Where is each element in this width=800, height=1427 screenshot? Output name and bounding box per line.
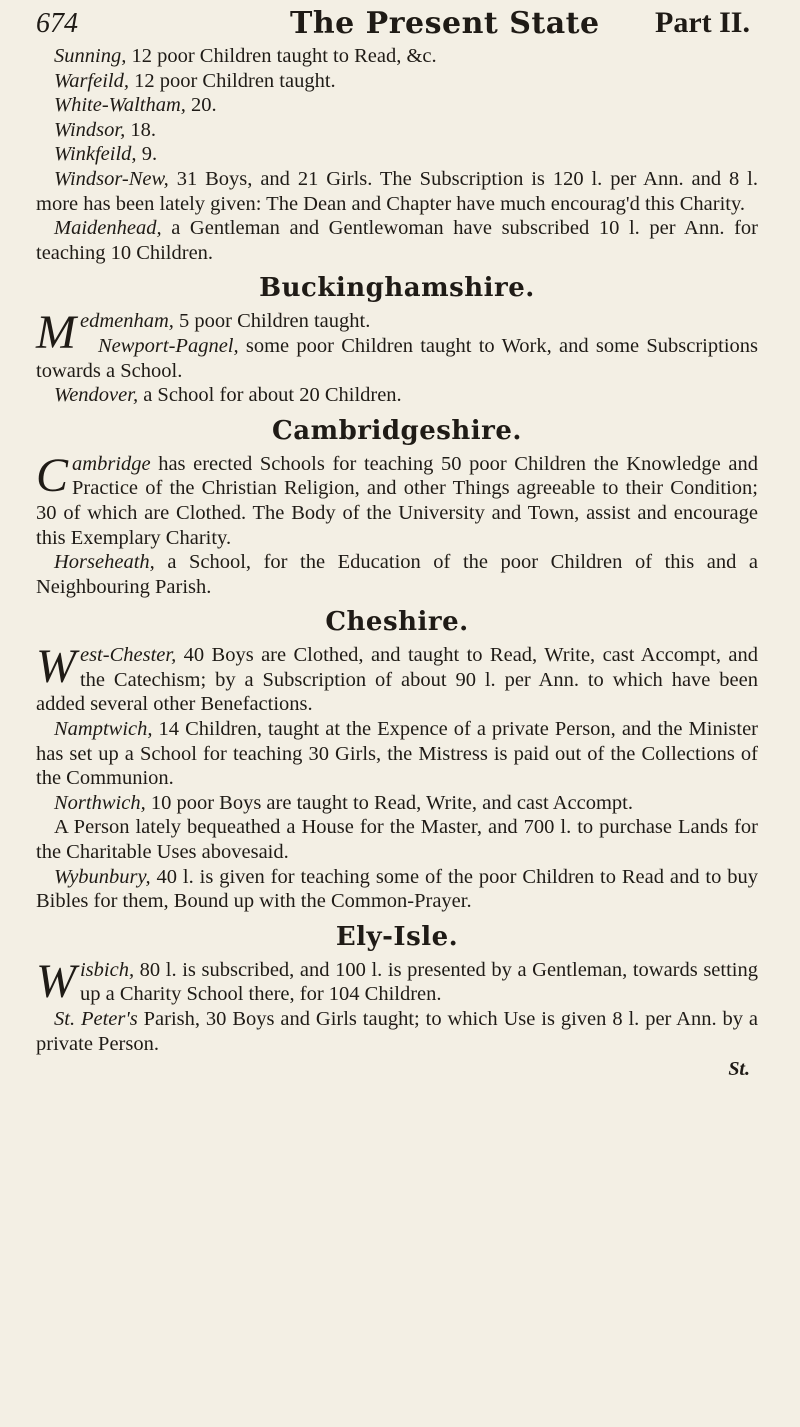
school-entry (36, 550, 758, 599)
entry-text: 14 Children, taught at the Expence of a private Person, and the Minister has set up a School for teaching 30 Girls, the Mistress is paid out of the Collections of the Communion. (36, 718, 758, 790)
school-entry (36, 815, 758, 864)
county-heading: Ely-Isle. (335, 921, 459, 952)
place-name: Winkfeild, (54, 143, 137, 166)
page-header (0, 2, 800, 41)
school-entry (36, 640, 758, 717)
school-entry (36, 954, 758, 1008)
county-heading: Cambridgeshire. (272, 415, 522, 446)
school-entry (36, 383, 758, 408)
place-name: Newport-Pagnel, (97, 334, 239, 357)
place-name: West-Chester, (36, 640, 177, 694)
place-name: Sunning, (54, 45, 127, 67)
entry-text: a Gentleman and Gentlewoman have subscribed 10 l. per Ann. for teaching 10 Children. (36, 217, 758, 264)
place-name: St. Peter's (54, 1008, 138, 1030)
page-body (36, 44, 758, 1081)
place-name: Windsor, (54, 118, 126, 141)
place-name: Warfeild, (54, 69, 129, 92)
entry-text: 12 poor Children taught to Read, &c. (126, 45, 437, 67)
school-entry (36, 44, 758, 69)
school-entry (36, 93, 758, 118)
place-name: White-Waltham, (54, 94, 186, 117)
school-entry (36, 791, 758, 816)
entry-text: 18. (125, 118, 156, 141)
entry-text: 12 poor Children taught. (128, 69, 336, 92)
entry-text: 31 Boys, and 21 Girls. The Subscription is 120 l. per Ann. and 8 l. more has been lately given: The Dean and Chapter have much encourag'd this Charity. (36, 167, 758, 215)
place-name: Cambridge (36, 448, 151, 502)
school-entry (36, 717, 758, 791)
school-entry (36, 1007, 758, 1056)
place-name: Wybunbury, (54, 865, 151, 888)
part-label: Part II. (655, 6, 750, 39)
entry-text: A Person lately bequeathed a House for the Master, and 700 l. to purchase Lands for the Charitable Uses abovesaid. (36, 816, 758, 864)
place-name: Maidenhead, (54, 217, 162, 240)
entry-text: 80 l. is subscribed, and 100 l. is presented by a Gentleman, towards setting up a Charity School there, for 104 Children. (79, 958, 758, 1006)
entry-text: 20. (185, 94, 217, 117)
entry-text: some poor Children taught to Work, and some Subscriptions towards a School. (36, 334, 758, 382)
catchword: St. (728, 1058, 750, 1081)
place-name: Northwich, (54, 791, 146, 814)
place-name: Wisbich, (36, 954, 135, 1008)
county-heading: Cheshire. (325, 607, 469, 638)
entry-text: 40 l. is given for teaching some of the poor Children to Read and to buy Bibles for them, Bound up with the Common-Prayer. (36, 865, 758, 913)
place-name: Wendover, (54, 384, 139, 407)
school-entry (36, 142, 758, 167)
place-name: Windsor-New, (54, 167, 169, 190)
school-entry (36, 865, 758, 914)
entry-text: a School for about 20 Children. (138, 384, 402, 407)
page-number: 674 (36, 8, 78, 39)
school-entry (36, 216, 758, 265)
entry-text: 5 poor Children taught. (173, 310, 371, 333)
entry-text: 40 Boys are Clothed, and taught to Read, Write, cast Accompt, and the Catechism; by a Subscription of about 90 l. per Ann. to which have been added several other Benefactions. (36, 644, 758, 716)
school-entry (36, 448, 758, 550)
entry-text: has erected Schools for teaching 50 poor Children the Knowledge and Practice of the Christian Religion, and other Things agreeable to their Condition; 30 of which are Clothed. The Body of the University and Town, assist and encourage this Exemplary Charity. (36, 452, 758, 549)
entry-text: a School, for the Education of the poor Children of this and a Neighbouring Parish. (36, 551, 758, 598)
school-entry (36, 118, 758, 143)
county-heading: Buckinghamshire. (259, 273, 535, 304)
place-name: Horseheath, (54, 551, 155, 574)
place-name: Medmenham, (36, 306, 174, 360)
running-title: The Present State (290, 6, 600, 41)
school-entry (36, 69, 758, 94)
school-entry (36, 167, 758, 216)
entry-text: Parish, 30 Boys and Girls taught; to which Use is given 8 l. per Ann. by a private Person. (36, 1008, 758, 1055)
school-entry (36, 334, 758, 383)
place-name: Namptwich, (54, 718, 153, 741)
entry-text: 9. (136, 143, 158, 166)
entry-text: 10 poor Boys are taught to Read, Write, and cast Accompt. (145, 791, 633, 814)
